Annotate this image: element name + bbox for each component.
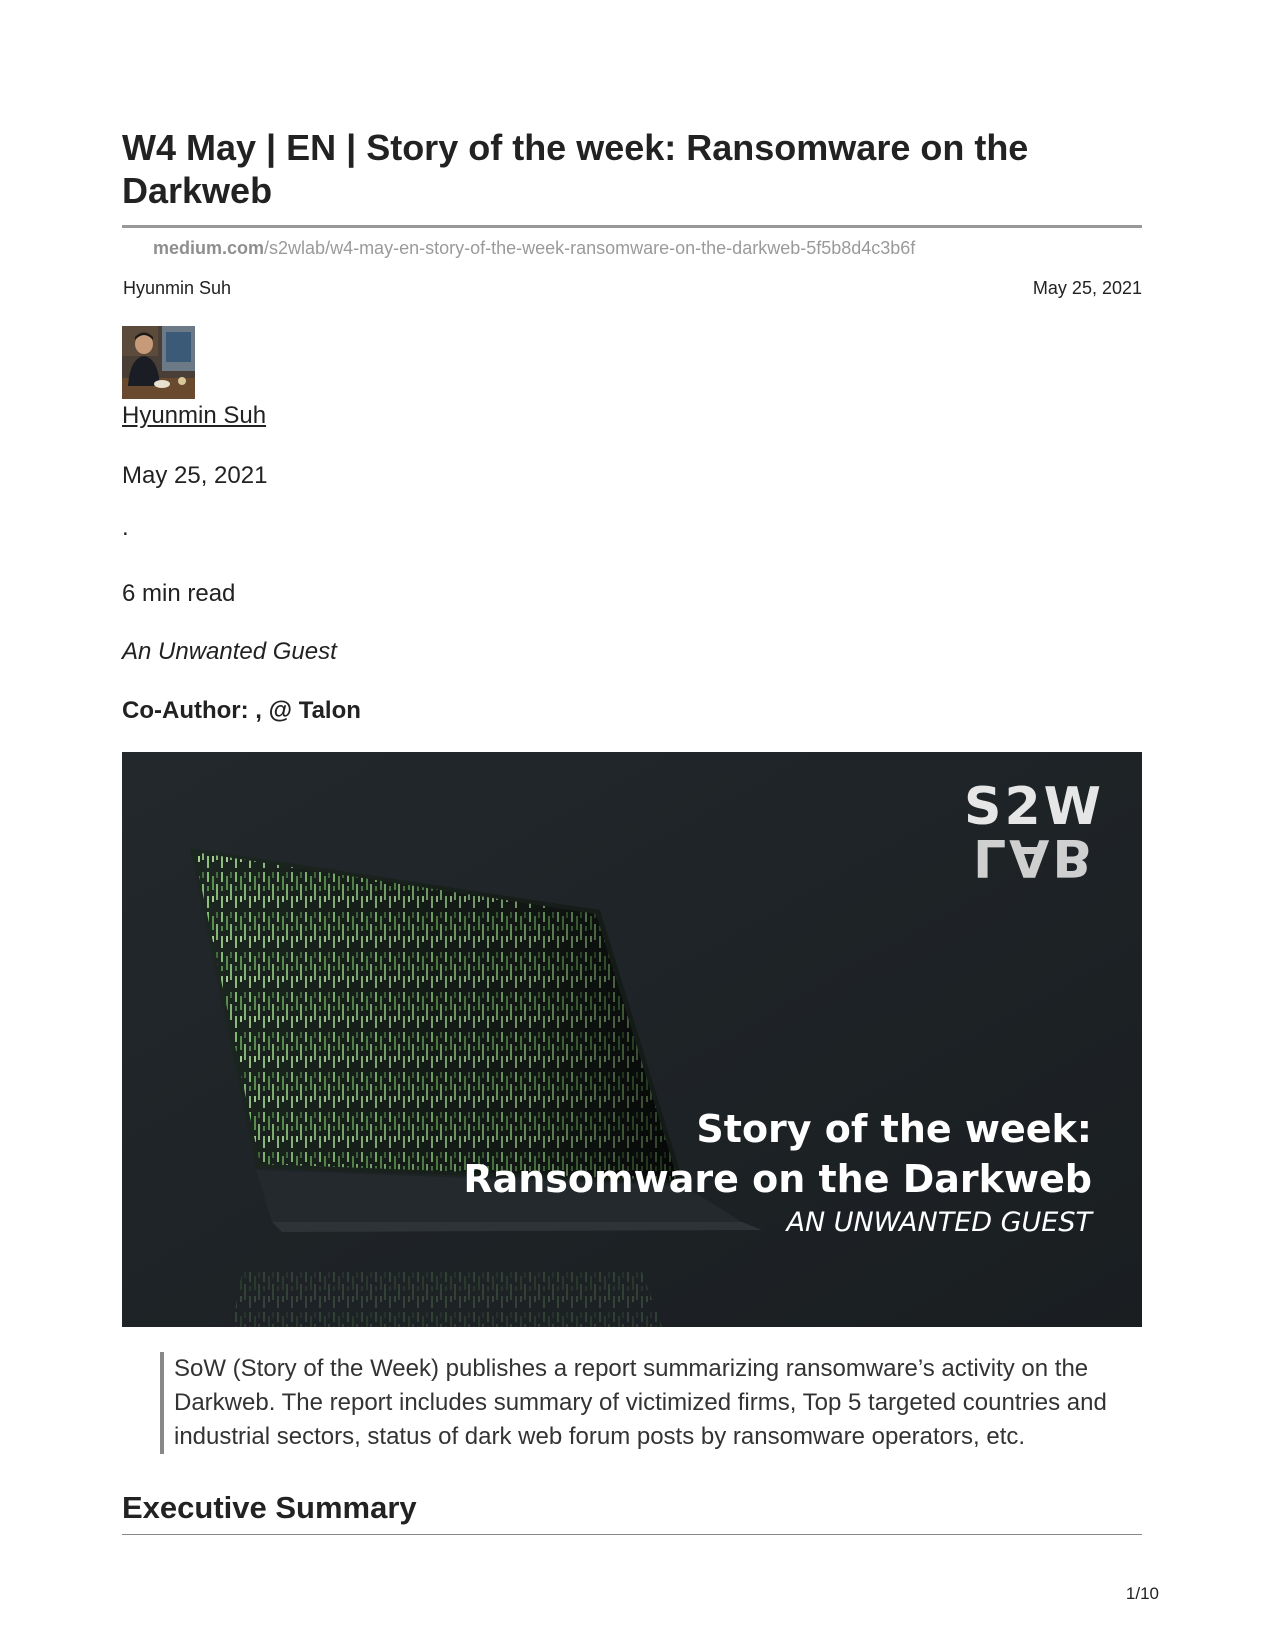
- section-heading-executive-summary: Executive Summary: [122, 1490, 417, 1525]
- hero-image: [122, 752, 1142, 1327]
- hero-headline-line-2: Ransomware on the Darkweb: [463, 1157, 1092, 1201]
- summary-blockquote: SoW (Story of the Week) publishes a report summarizing ransomware’s activity on the Darkweb. The report includes summary of victimized firms, Top 5 targeted countries and industrial sectors, status of dark web forum posts by ransomware operators, etc.: [160, 1352, 1114, 1454]
- s2w-logo: [964, 777, 1104, 887]
- publish-date: May 25, 2021: [122, 462, 268, 489]
- url-domain: medium.com: [153, 238, 265, 258]
- read-time: 6 min read: [122, 580, 236, 607]
- article-subtitle: An Unwanted Guest: [122, 638, 337, 665]
- coauthor-line: Co-Author: , @ Talon: [122, 697, 361, 724]
- header-date: May 25, 2021: [1032, 278, 1142, 298]
- logo-line-1: S2W: [964, 777, 1104, 837]
- hero-headline-line-1: Story of the week:: [696, 1107, 1092, 1151]
- source-url[interactable]: [153, 238, 915, 259]
- header-author: Hyunmin Suh: [123, 278, 232, 298]
- logo-line-2: LAB: [972, 827, 1095, 887]
- author-avatar[interactable]: [122, 326, 195, 399]
- hero-tagline: AN UNWANTED GUEST: [786, 1207, 1092, 1238]
- url-path: /s2wlab/w4-may-en-story-of-the-week-ransomware-on-the-darkweb-5f5b8d4c3b6f: [264, 238, 916, 258]
- section-divider: [122, 1534, 1142, 1535]
- avatar-photo-icon: [122, 326, 195, 399]
- hero-headline: [463, 1104, 1092, 1242]
- page-number: 1/10: [1125, 1584, 1159, 1603]
- title-divider: [122, 225, 1142, 228]
- author-link[interactable]: Hyunmin Suh: [122, 402, 267, 429]
- separator-dot: .: [122, 514, 129, 541]
- page-title: W4 May | EN | Story of the week: Ransomware on the Darkweb: [122, 127, 1029, 211]
